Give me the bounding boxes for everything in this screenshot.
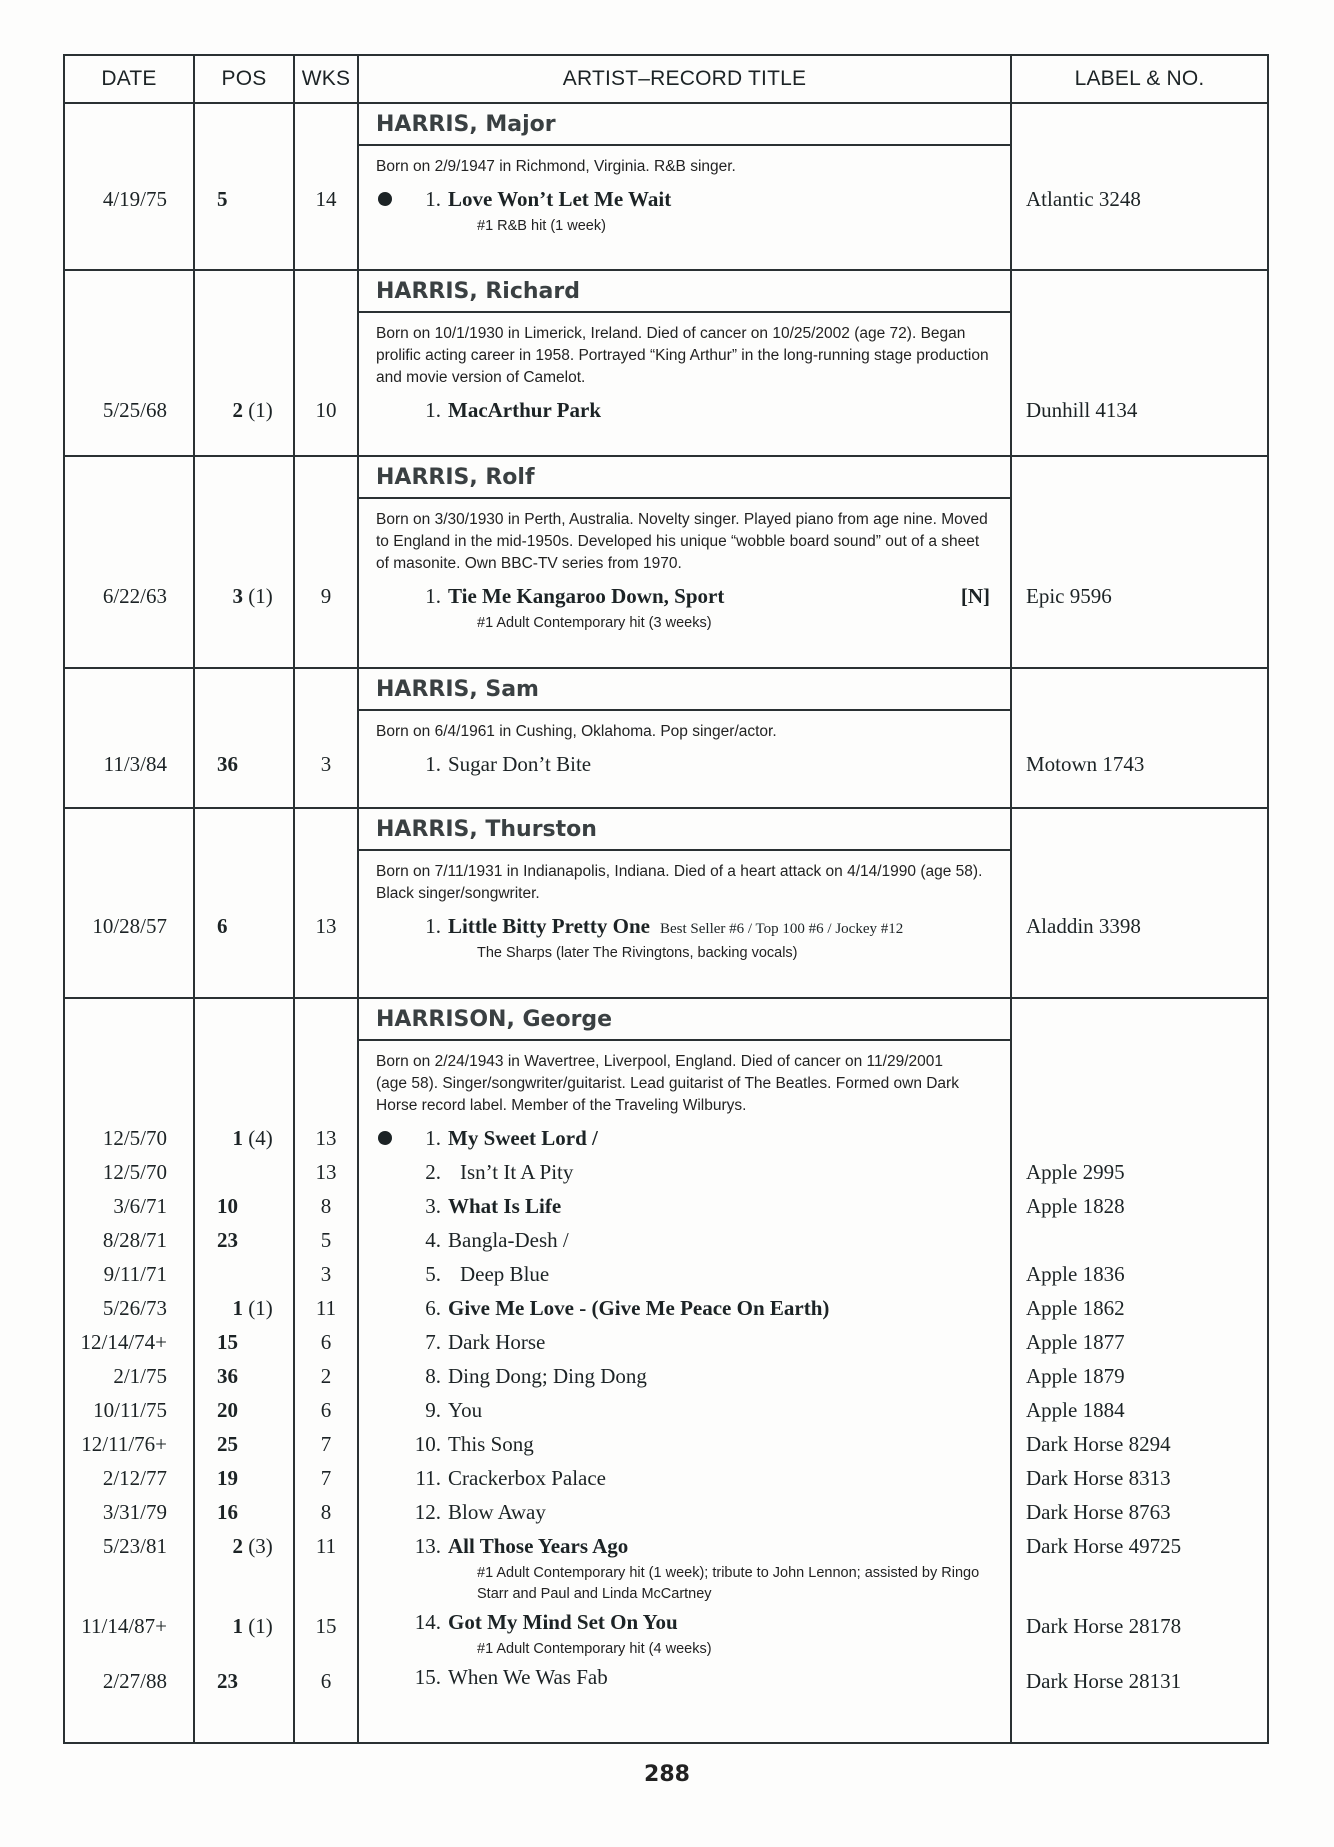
gold-record-bullet-icon (378, 1131, 392, 1145)
wks-cell (294, 668, 358, 808)
chart-date: 11/3/84 (103, 752, 167, 776)
pos-cell (194, 270, 294, 456)
song-number: 2. (425, 1160, 441, 1184)
song-title-text: Isn’t It A Pity (460, 1160, 574, 1184)
chart-date: 5/25/68 (102, 398, 167, 422)
song-number: 10. (414, 1432, 441, 1456)
date-cell (64, 808, 194, 998)
weeks-charted: 10 (315, 398, 337, 422)
wks-cell (294, 808, 358, 998)
peak-position-value: 6 (217, 914, 228, 938)
song-row (359, 1257, 1010, 1291)
weeks-charted: 11 (315, 1296, 337, 1320)
record-label: Apple 1877 (1026, 1330, 1125, 1354)
spacer (1012, 457, 1267, 579)
chart-date: 12/11/76+ (81, 1432, 167, 1456)
spacer (195, 104, 293, 182)
chart-date: 12/5/70 (102, 1126, 167, 1150)
peak-position-value: 1 (232, 1126, 243, 1150)
song-title-text: Love Won’t Let Me Wait (448, 187, 672, 211)
spacer (295, 216, 357, 237)
peak-position (195, 1609, 293, 1643)
song-title-text: Little Bitty Pretty One (448, 914, 650, 938)
song-row (359, 1660, 1010, 1694)
song-title-text: Deep Blue (460, 1262, 550, 1286)
artist-name: HARRIS, Richard (359, 271, 1010, 313)
song-title-text: What Is Life (448, 1194, 562, 1218)
weeks-charted: 7 (320, 1432, 332, 1456)
song-title (448, 1393, 482, 1427)
weeks-charted: 7 (320, 1466, 332, 1490)
chart-date: 9/11/71 (103, 1262, 167, 1286)
song-number: 4. (425, 1228, 441, 1252)
peak-position (195, 1427, 293, 1461)
peak-position (195, 1189, 293, 1223)
peak-position (195, 1257, 293, 1291)
pos-cell (194, 998, 294, 1743)
weeks-charted: 13 (315, 1126, 337, 1150)
spacer (195, 457, 293, 579)
song-number: 5. (425, 1262, 441, 1286)
spacer (1012, 809, 1267, 909)
wks-cell (294, 456, 358, 668)
weeks-charted: 13 (315, 1160, 337, 1184)
peak-position (195, 1359, 293, 1393)
song-title (448, 1291, 829, 1325)
spacer (65, 809, 193, 909)
song-title-text: Blow Away (448, 1500, 546, 1524)
song-title (448, 909, 903, 946)
peak-position (195, 909, 293, 943)
wks-cell (294, 998, 358, 1743)
record-label: Apple 1828 (1026, 1194, 1125, 1218)
pos-cell (194, 808, 294, 998)
record-label: Dark Horse 8313 (1026, 1466, 1171, 1490)
record-label: Aladdin 3398 (1026, 914, 1141, 938)
song-title (448, 1359, 647, 1393)
peak-position-value: 10 (217, 1194, 238, 1218)
song-title (448, 1605, 678, 1639)
weeks-charted: 3 (320, 1262, 332, 1286)
chart-date: 12/14/74+ (80, 1330, 167, 1354)
label-cell (1011, 270, 1268, 456)
song-note: #1 Adult Contemporary hit (3 weeks) (477, 615, 712, 631)
chart-date: 10/11/75 (93, 1398, 167, 1422)
spacer (195, 613, 293, 634)
artist-record-cell (358, 456, 1011, 668)
peak-position-value: 1 (232, 1614, 243, 1638)
record-label: Dark Horse 49725 (1026, 1534, 1182, 1558)
date-cell (64, 103, 194, 270)
spacer (295, 457, 357, 579)
spacer (195, 1563, 293, 1609)
song-title-text: Tie Me Kangaroo Down, Sport (448, 584, 725, 608)
record-label: Apple 2995 (1026, 1160, 1125, 1184)
record-label: Atlantic 3248 (1026, 187, 1141, 211)
page-number: 288 (644, 1762, 690, 1787)
song-title-text: Dark Horse (448, 1330, 546, 1354)
spacer (195, 271, 293, 393)
date-cell (64, 998, 194, 1743)
song-row (359, 1495, 1010, 1529)
song-row (359, 1223, 1010, 1257)
pos-cell (194, 103, 294, 270)
song-title (460, 1257, 549, 1291)
spacer (195, 943, 293, 964)
wks-cell (294, 103, 358, 270)
record-label: Apple 1862 (1026, 1296, 1125, 1320)
peak-position-value: 2 (232, 1534, 243, 1558)
artist-name: HARRIS, Sam (359, 669, 1010, 711)
chart-date: 11/14/87+ (81, 1614, 167, 1638)
date-cell (64, 270, 194, 456)
artist-entry (64, 808, 1268, 998)
song-title-text: Ding Dong; Ding Dong (448, 1364, 647, 1388)
record-label: Epic 9596 (1026, 584, 1112, 608)
song-row (359, 393, 1010, 427)
weeks-charted: 15 (315, 1614, 337, 1638)
spacer (295, 999, 357, 1121)
label-cell (1011, 998, 1268, 1743)
song-number: 14. (414, 1610, 441, 1634)
weeks-at-peak: (1) (243, 1614, 273, 1638)
song-row (359, 1393, 1010, 1427)
song-title-text: Got My Mind Set On You (448, 1610, 678, 1634)
song-number: 1. (425, 584, 441, 608)
chart-info: Best Seller #6 / Top 100 #6 / Jockey #12 (659, 921, 904, 937)
song-row (359, 1121, 1010, 1155)
weeks-charted: 8 (320, 1194, 332, 1218)
weeks-charted: 11 (315, 1534, 337, 1558)
song-note: The Sharps (later The Rivingtons, backing vocals) (477, 945, 798, 961)
song-number: 12. (414, 1500, 441, 1524)
artist-entry (64, 998, 1268, 1743)
spacer (1012, 1563, 1267, 1609)
spacer (65, 104, 193, 182)
weeks-charted: 13 (315, 914, 337, 938)
peak-position-value: 1 (232, 1296, 243, 1320)
song-number: 11. (415, 1466, 441, 1490)
artist-record-cell (358, 270, 1011, 456)
weeks-charted: 2 (320, 1364, 332, 1388)
song-title-text: This Song (448, 1432, 534, 1456)
record-label: Apple 1879 (1026, 1364, 1125, 1388)
chart-date: 8/28/71 (102, 1228, 167, 1252)
artist-bio: Born on 7/11/1931 in Indianapolis, Indiana. Died of a heart attack on 4/14/1990 (age 58). Black singer/songwriter. (376, 863, 983, 902)
artist-entry (64, 668, 1268, 808)
record-label: Dark Horse 28178 (1026, 1614, 1182, 1638)
wks-cell (294, 270, 358, 456)
record-label: Dark Horse 28131 (1026, 1669, 1182, 1693)
song-row (359, 1529, 1010, 1563)
song-title (460, 1155, 573, 1189)
spacer (65, 457, 193, 579)
spacer (195, 669, 293, 747)
spacer (1012, 216, 1267, 237)
spacer (1012, 943, 1267, 964)
pos-cell (194, 668, 294, 808)
spacer (195, 216, 293, 237)
song-title (448, 393, 601, 427)
record-label: Dark Horse 8294 (1026, 1432, 1171, 1456)
artist-entry (64, 103, 1268, 270)
song-row (359, 1189, 1010, 1223)
weeks-at-peak: (4) (243, 1126, 273, 1150)
peak-position (195, 1291, 293, 1325)
song-row (359, 909, 1010, 943)
song-title (448, 1189, 561, 1223)
song-title (448, 1495, 546, 1529)
chart-date: 5/26/73 (102, 1296, 167, 1320)
weeks-charted: 3 (320, 752, 332, 776)
record-label (1012, 1223, 1267, 1257)
peak-position-value: 3 (232, 584, 243, 608)
spacer (65, 669, 193, 747)
song-number: 15. (414, 1665, 441, 1689)
peak-position-value: 36 (217, 1364, 238, 1388)
spacer (295, 613, 357, 634)
artist-bio: Born on 2/24/1943 in Wavertree, Liverpool, England. Died of cancer on 11/29/2001 (age 58). Singer/songwriter/guitarist. Lead guitarist of The Beatles. Formed own Dark Horse record label. Member of the Traveling Wilburys. (376, 1053, 959, 1114)
song-row (359, 1461, 1010, 1495)
song-number: 1. (425, 1126, 441, 1150)
artist-name: HARRIS, Rolf (359, 457, 1010, 499)
spacer (295, 809, 357, 909)
chart-table (63, 54, 1269, 1744)
song-number: 1. (425, 398, 441, 422)
chart-date: 2/27/88 (102, 1669, 167, 1693)
spacer (295, 943, 357, 964)
date-cell (64, 668, 194, 808)
chart-date: 3/31/79 (102, 1500, 167, 1524)
song-title (448, 1660, 608, 1694)
peak-position (195, 1325, 293, 1359)
song-title (448, 579, 724, 613)
song-number: 8. (425, 1364, 441, 1388)
song-number: 6. (425, 1296, 441, 1320)
peak-position-value: 23 (217, 1228, 238, 1252)
song-title-text: MacArthur Park (448, 398, 601, 422)
spacer (65, 1563, 193, 1609)
peak-position (195, 1393, 293, 1427)
spacer (65, 943, 193, 964)
song-row (359, 182, 1010, 216)
spacer (1012, 613, 1267, 634)
column-header-wks: WKS (294, 55, 358, 103)
artist-bio: Born on 2/9/1947 in Richmond, Virginia. R&B singer. (376, 158, 736, 175)
record-label: Dunhill 4134 (1026, 398, 1138, 422)
spacer (295, 1643, 357, 1664)
peak-position (195, 1495, 293, 1529)
weeks-charted: 8 (320, 1500, 332, 1524)
song-title-text: All Those Years Ago (448, 1534, 629, 1558)
song-row (359, 1605, 1010, 1639)
spacer (195, 999, 293, 1121)
song-title-text: Give Me Love - (Give Me Peace On Earth) (448, 1296, 830, 1320)
peak-position (195, 1529, 293, 1563)
song-row (359, 1427, 1010, 1461)
peak-position-value: 36 (217, 752, 238, 776)
song-note: #1 R&B hit (1 week) (477, 218, 606, 234)
spacer (195, 809, 293, 909)
spacer (1012, 669, 1267, 747)
chart-date: 3/6/71 (113, 1194, 167, 1218)
song-number: 1. (425, 914, 441, 938)
weeks-at-peak: (1) (243, 398, 273, 422)
song-title (448, 1223, 569, 1257)
table-header-row (64, 55, 1268, 103)
song-title (448, 1427, 534, 1461)
novelty-tag: [N] (960, 584, 990, 608)
peak-position (195, 1155, 293, 1189)
song-number: 13. (414, 1534, 441, 1558)
artist-bio: Born on 6/4/1961 in Cushing, Oklahoma. Pop singer/actor. (376, 723, 777, 740)
artist-record-cell (358, 808, 1011, 998)
record-label: Motown 1743 (1026, 752, 1145, 776)
column-header-label: LABEL & NO. (1011, 55, 1268, 103)
song-row (359, 579, 1010, 613)
weeks-charted: 6 (320, 1669, 332, 1693)
chart-date: 4/19/75 (102, 187, 167, 211)
peak-position (195, 393, 293, 427)
song-row (359, 1291, 1010, 1325)
peak-position-value: 16 (217, 1500, 238, 1524)
chart-date: 12/5/70 (102, 1160, 167, 1184)
song-title-text: Bangla-Desh / (448, 1228, 569, 1252)
peak-position-value: 19 (217, 1466, 238, 1490)
label-cell (1011, 808, 1268, 998)
song-number: 7. (425, 1330, 441, 1354)
spacer (1012, 999, 1267, 1121)
artist-record-cell (358, 103, 1011, 270)
song-number: 1. (425, 752, 441, 776)
song-note: #1 Adult Contemporary hit (4 weeks) (477, 1641, 712, 1657)
label-cell (1011, 456, 1268, 668)
weeks-charted: 9 (320, 584, 332, 608)
song-title (448, 1325, 545, 1359)
label-cell (1011, 668, 1268, 808)
spacer (1012, 104, 1267, 182)
spacer (65, 613, 193, 634)
song-title (448, 1461, 606, 1495)
spacer (65, 271, 193, 393)
song-note: #1 Adult Contemporary hit (1 week); tribute to John Lennon; assisted by Ringo Starr and Paul and Linda McCartney (477, 1565, 980, 1602)
peak-position-value: 23 (217, 1669, 238, 1693)
weeks-charted: 14 (315, 187, 337, 211)
record-label (1012, 1121, 1267, 1155)
entries-body (64, 103, 1268, 1743)
artist-record-cell (358, 668, 1011, 808)
song-title-text: When We Was Fab (448, 1665, 608, 1689)
spacer (1012, 1643, 1267, 1664)
peak-position (195, 1223, 293, 1257)
spacer (65, 999, 193, 1121)
weeks-at-peak: (1) (243, 584, 273, 608)
pos-cell (194, 456, 294, 668)
chart-date: 10/28/57 (92, 914, 167, 938)
song-number: 1. (425, 187, 441, 211)
peak-position-value: 25 (217, 1432, 238, 1456)
label-cell (1011, 103, 1268, 270)
column-header-date: DATE (64, 55, 194, 103)
song-title-text: You (448, 1398, 483, 1422)
weeks-charted: 5 (320, 1228, 332, 1252)
spacer (295, 104, 357, 182)
artist-name: HARRISON, George (359, 999, 1010, 1041)
weeks-charted: 6 (320, 1330, 332, 1354)
artist-name: HARRIS, Thurston (359, 809, 1010, 851)
artist-bio: Born on 10/1/1930 in Limerick, Ireland. Died of cancer on 10/25/2002 (age 72). Began prolific acting career in 1958. Portrayed “King Arthur” in the long-running stage production and movie version of Camelot. (376, 325, 989, 386)
spacer (295, 669, 357, 747)
peak-position (195, 579, 293, 613)
record-label: Apple 1836 (1026, 1262, 1125, 1286)
spacer (295, 271, 357, 393)
song-title (448, 747, 591, 781)
peak-position-value: 2 (232, 398, 243, 422)
song-number: 3. (425, 1194, 441, 1218)
chart-date: 2/1/75 (113, 1364, 167, 1388)
column-header-artist-record-title: ARTIST–RECORD TITLE (358, 55, 1011, 103)
gold-record-bullet-icon (378, 192, 392, 206)
artist-name: HARRIS, Major (359, 104, 1010, 146)
weeks-at-peak: (1) (243, 1296, 273, 1320)
record-label: Dark Horse 8763 (1026, 1500, 1171, 1524)
song-title-text: My Sweet Lord / (448, 1126, 598, 1150)
song-title (448, 1529, 628, 1563)
artist-entry (64, 270, 1268, 456)
weeks-charted: 6 (320, 1398, 332, 1422)
spacer (295, 1563, 357, 1609)
spacer (65, 216, 193, 237)
spacer (195, 1643, 293, 1664)
spacer (1012, 271, 1267, 393)
record-label: Apple 1884 (1026, 1398, 1125, 1422)
artist-record-cell (358, 998, 1011, 1743)
peak-position-value: 20 (217, 1398, 238, 1422)
peak-position (195, 747, 293, 781)
song-title (448, 182, 671, 216)
chart-date: 2/12/77 (102, 1466, 167, 1490)
song-number: 9. (425, 1398, 441, 1422)
artist-entry (64, 456, 1268, 668)
spacer (65, 1643, 193, 1664)
chart-date: 6/22/63 (102, 584, 167, 608)
song-title-text: Sugar Don’t Bite (448, 752, 592, 776)
peak-position (195, 1121, 293, 1155)
song-row (359, 1359, 1010, 1393)
peak-position (195, 1461, 293, 1495)
column-header-pos: POS (194, 55, 294, 103)
peak-position (195, 182, 293, 216)
artist-bio: Born on 3/30/1930 in Perth, Australia. Novelty singer. Played piano from age nine. Moved to England in the mid-1950s. Developed his unique “wobble board sound” out of a sheet of masonite. Own BBC-TV series from 1970. (376, 511, 988, 572)
chart-date: 5/23/81 (102, 1534, 167, 1558)
song-title-text: Crackerbox Palace (448, 1466, 607, 1490)
song-title (448, 1121, 598, 1155)
peak-position (195, 1664, 293, 1698)
song-row (359, 1325, 1010, 1359)
peak-position-value: 15 (217, 1330, 238, 1354)
song-row (359, 1155, 1010, 1189)
weeks-at-peak: (3) (243, 1534, 273, 1558)
date-cell (64, 456, 194, 668)
peak-position-value: 5 (217, 187, 228, 211)
song-row (359, 747, 1010, 781)
